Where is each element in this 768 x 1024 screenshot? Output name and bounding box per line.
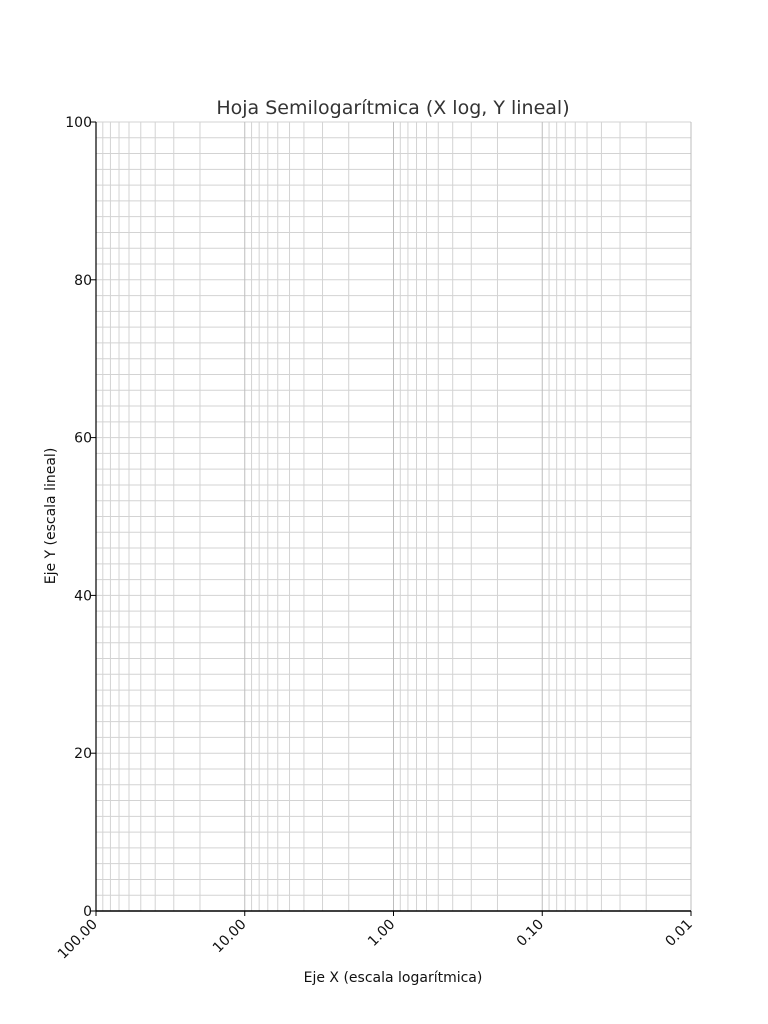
x-tick-label: 1.00 (364, 916, 399, 950)
x-tick-label: 10.00 (209, 916, 250, 957)
y-tick-label: 0 (83, 904, 92, 920)
chart-title: Hoja Semilogarítmica (X log, Y lineal) (216, 97, 570, 119)
y-tick-label: 40 (74, 588, 92, 605)
y-tick-label: 60 (74, 430, 92, 447)
x-axis-label: Eje X (escala logarítmica) (303, 970, 483, 986)
x-tick-label: 0.10 (513, 916, 548, 950)
x-axis-ticks (55, 911, 696, 962)
x-tick-label: 0.01 (662, 916, 696, 950)
y-tick-label: 20 (74, 746, 92, 763)
x-tick-label: 100.00 (54, 916, 101, 963)
y-tick-label: 100 (65, 115, 92, 131)
y-axis-label: Eje Y (escala lineal) (43, 447, 59, 585)
y-tick-label: 80 (74, 272, 92, 289)
y-axis-ticks (65, 115, 96, 920)
